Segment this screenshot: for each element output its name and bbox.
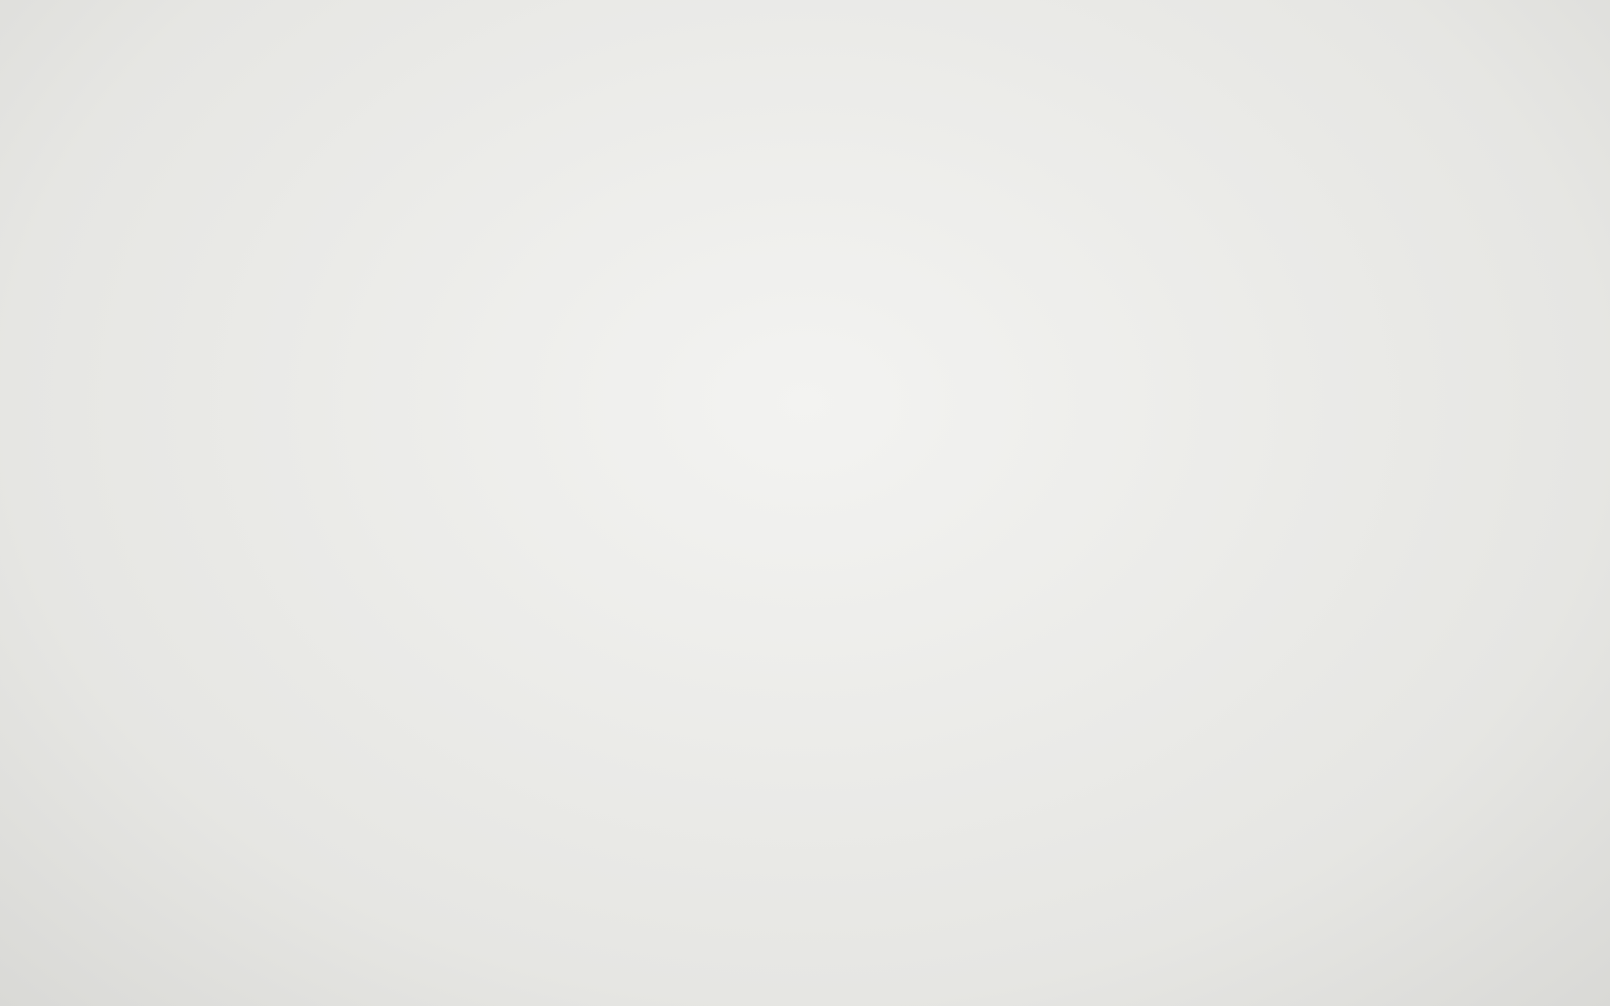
mortality-table-container [112,152,1507,932]
